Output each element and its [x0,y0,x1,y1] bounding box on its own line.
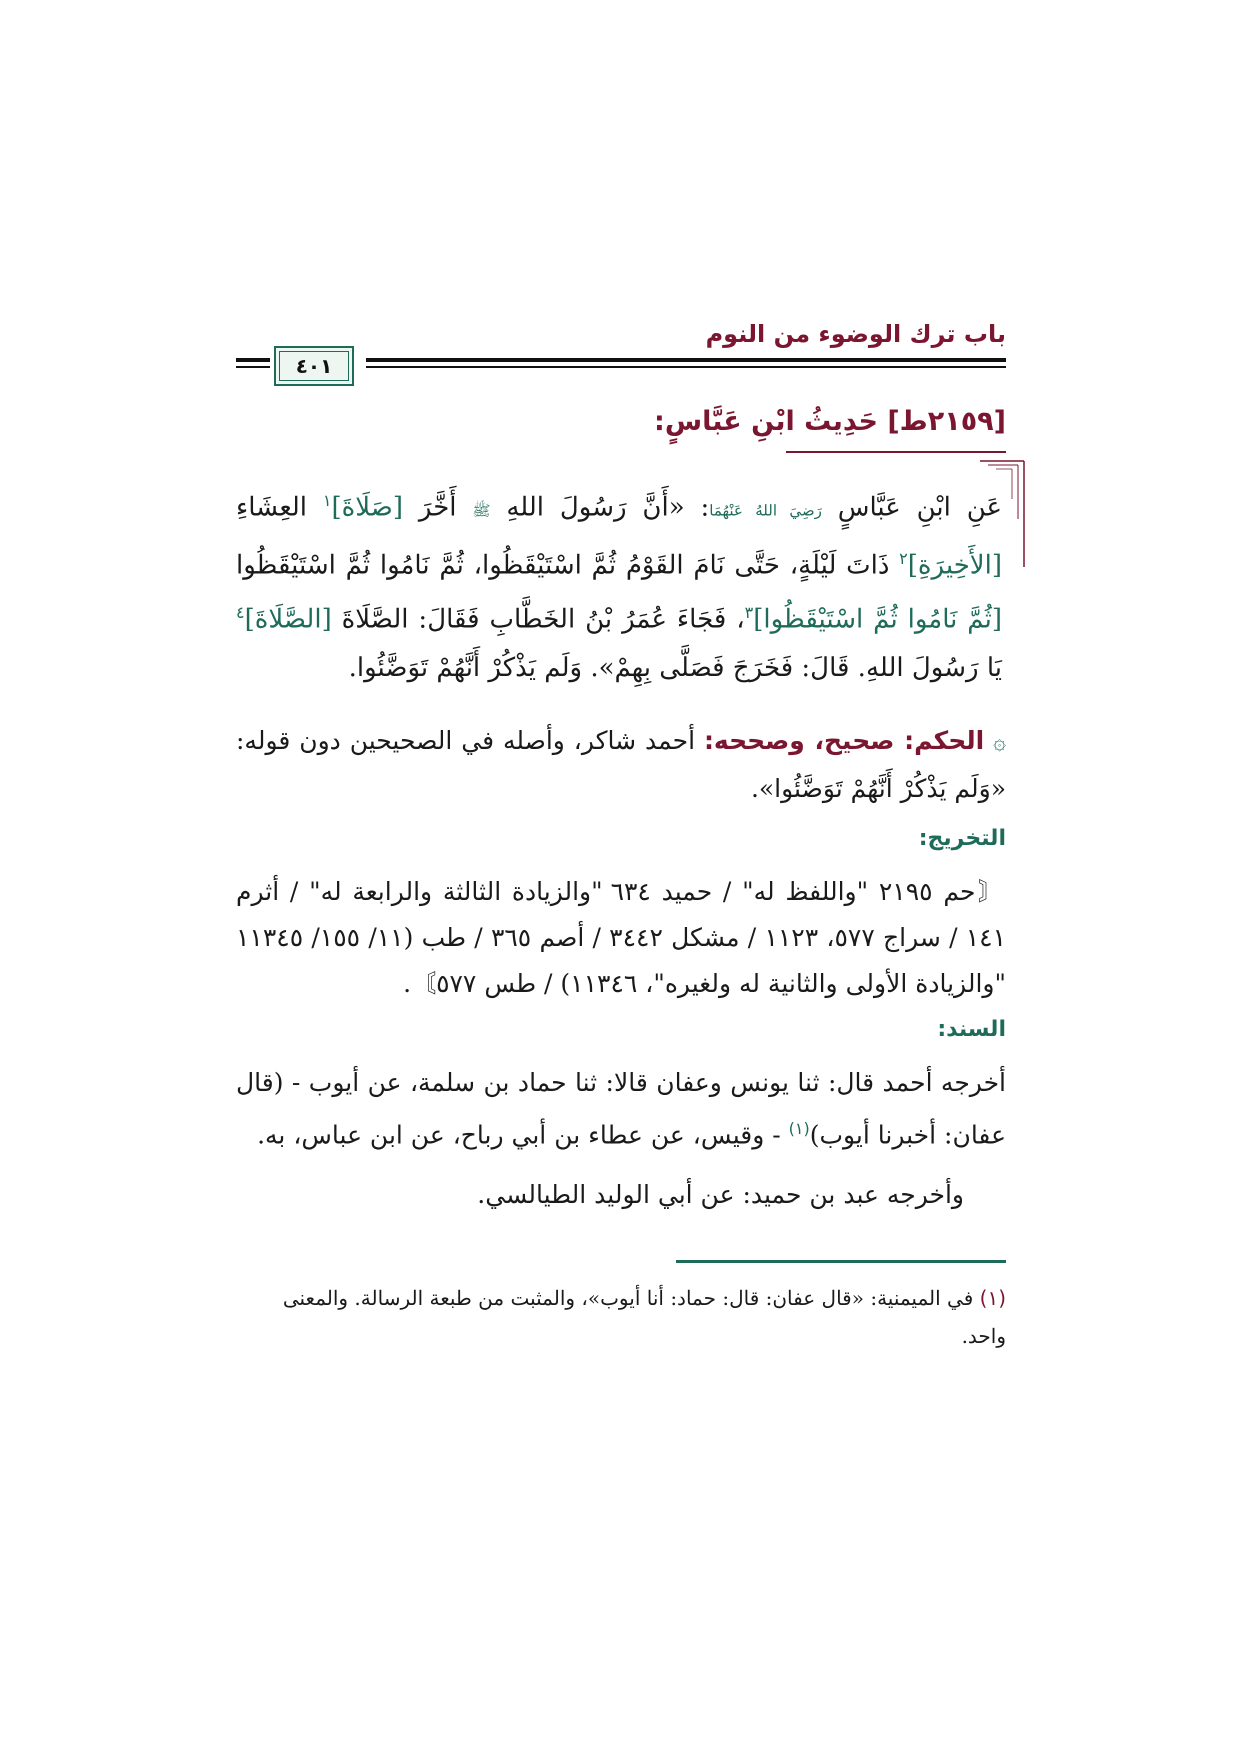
footnote-ref: (١) [788,1118,810,1138]
sanad-text-a: أخرجه أحمد قال: ثنا يونس وعفان قالا: ثنا حماد بن سلمة، عن أيوب - (قال عفان: أخبرنا أيوب) [236,1067,1006,1150]
hadith-part-1: عَنِ ابْنِ عَبَّاسٍ [821,492,1002,523]
hadith-title: [٢١٥٩ط] حَدِيثُ ابْنِ عَبَّاسٍ: [654,406,1006,437]
rosette-icon: ۞ [993,729,1006,755]
ruling [236,718,1006,812]
hadith-part-5: ذَاتَ لَيْلَةٍ، حَتَّى نَامَ القَوْمُ ثُمَّ اسْتَيْقَظُوا، ثُمَّ نَامُوا ثُمَّ اسْتَيْقَظُوا [236,550,900,581]
takhrij-label: التخريج: [918,825,1006,851]
salawat-glyph: ﷺ [472,501,491,520]
hadith-part-4: العِشَاءِ [236,492,323,523]
book-page [236,300,1006,1355]
ruling-text: أحمد شاكر، وأصله في الصحيحين دون قوله: «وَلَم يَذْكُرْ أَنَّهُمْ تَوَضَّئُوا». [236,725,1006,803]
addition-number-4: ٤ [236,603,245,623]
header-rule-left-thin [236,366,270,368]
header-rule-thick [366,358,1006,362]
radiallahu-glyph: رَضِيَ اللهُ عَنْهُمَا [709,501,822,520]
addition-number-2: ٢ [899,548,908,568]
ruling-label: الحكم: صحيح، وصححه: [703,725,985,755]
footnote [236,1279,1006,1355]
sanad-text-b: - وقيس، عن عطاء بن أبي رباح، عن ابن عباس، به. [257,1120,789,1150]
hadith-box [236,477,1006,692]
addition-3: [ثُمَّ نَامُوا ثُمَّ اسْتَيْقَظُوا] [753,604,1002,635]
hadith-part-3: أَخَّرَ [402,492,473,523]
footnote-number: (١) [979,1286,1006,1311]
hadith-part-2: : «أَنَّ رَسُولَ اللهِ [490,492,710,523]
addition-4: [الصَّلَاةَ] [244,604,332,635]
footnote-text: في الميمنية: «قال عفان: قال: حماد: أنا أيوب»، والمثبت من طبعة الرسالة. والمعنى واحد. [282,1286,1006,1349]
hadith-part-7: يَا رَسُولَ اللهِ. قَالَ: فَخَرَجَ فَصَلَّى بِهِمْ». وَلَم يَذْكُرْ أَنَّهُمْ تَوَضَّئُوا. [348,652,1002,683]
header-rule-left-thick [236,358,270,362]
title-underline [786,451,1006,453]
corner-ornament-icon [978,459,1026,569]
sanad-paragraph-1 [236,1060,1006,1158]
sanad-label: السند: [937,1016,1006,1042]
page-header [236,300,1006,382]
addition-1: [صَلَاةَ] [331,492,403,523]
page-number-badge [274,346,354,386]
takhrij-text: 〘حم ٢١٩٥ "واللفظ له" / حميد ٦٣٤ "والزيادة الثالثة والرابعة له" / أثرم ١٤١ / سراج ٥٧٧، ١١٢٣ / مشكل ٣٤٤٢ / أصم ٣٦٥ / طب (١١/ ١٥٥/ ١١٣٤٥ "والزيادة الأولى والثانية له ولغيره"، ١١٣٤٦) / طس ٥٧٧〙. [236,876,1007,998]
header-rule-thin [366,366,1006,368]
running-title: باب ترك الوضوء من النوم [705,320,1006,348]
footnote-divider [676,1260,1006,1263]
sanad-paragraph-2: وأخرجه عبد بن حميد: عن أبي الوليد الطيالسي. [477,1180,964,1210]
addition-2: [الأَخِيرَةِ] [907,550,1002,581]
hadith-text [236,477,1002,692]
addition-number-1: ١ [322,491,332,510]
hadith-part-6: ، فَجَاءَ عُمَرُ بْنُ الخَطَّابِ فَقَالَ: الصَّلَاةَ [331,604,745,635]
addition-number-3: ٣ [744,603,754,623]
page-number: ٤٠١ [295,354,333,378]
